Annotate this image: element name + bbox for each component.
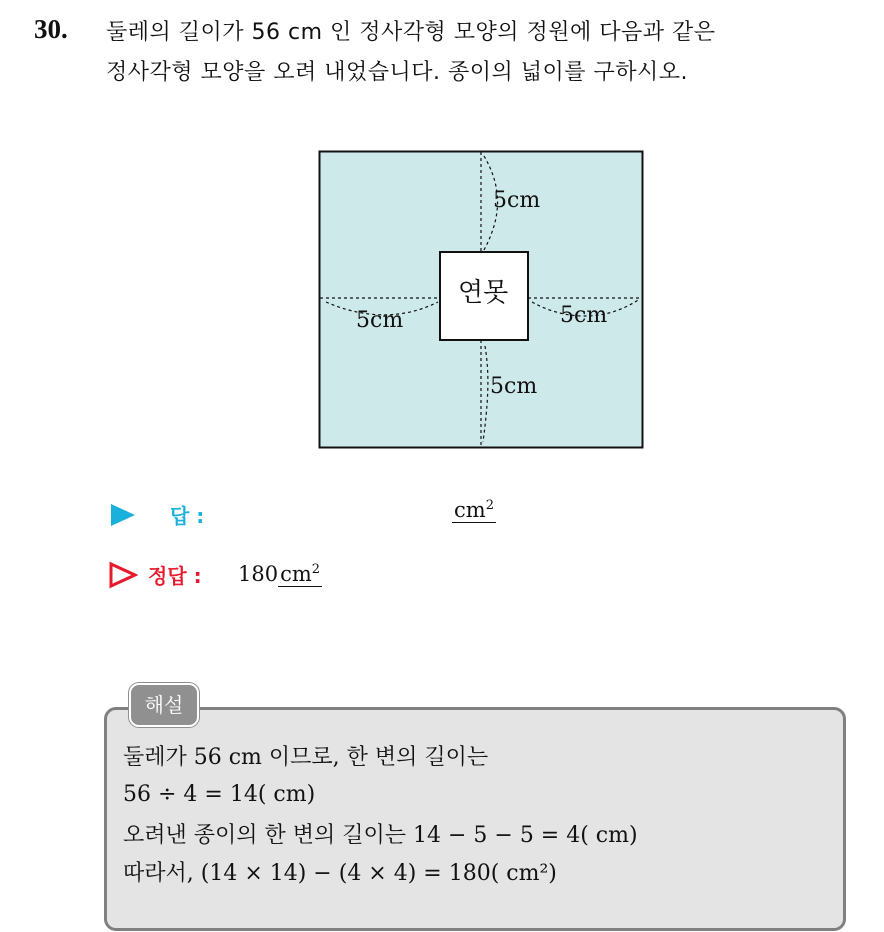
answer-blank[interactable]	[452, 498, 496, 522]
correct-unit	[278, 562, 322, 587]
left-length-label: 5cm	[356, 308, 404, 333]
answer-label: 답 :	[170, 504, 205, 528]
top-length-label: 5cm	[493, 188, 541, 213]
question-number: 30.	[34, 14, 68, 44]
answer-arrow-icon	[108, 501, 138, 529]
answer-unit	[452, 498, 496, 523]
explanation-line-3: 오려낸 종이의 한 변의 길이는 14 − 5 − 5 = 4( cm)	[123, 823, 638, 848]
answer-row	[108, 498, 808, 532]
question-text-line-1: 둘레의 길이가 56 cm 인 정사각형 모양의 정원에 다음과 같은	[106, 20, 716, 45]
correct-answer-label: 정답 :	[148, 564, 202, 588]
answer-unit-text: cm	[454, 498, 486, 522]
explanation-line-1: 둘레가 56 cm 이므로, 한 변의 길이는	[123, 745, 489, 770]
correct-value-number: 180	[238, 562, 279, 586]
bottom-length-label: 5cm	[490, 374, 538, 399]
right-length-label: 5cm	[560, 303, 608, 328]
correct-answer-value	[238, 562, 322, 586]
explanation-line-4: 따라서, (14 × 14) − (4 × 4) = 180( cm²)	[123, 861, 557, 886]
explanation-box	[104, 707, 846, 931]
explanation-line-2: 56 ÷ 4 = 14( cm)	[123, 782, 316, 807]
question-text-line-2: 정사각형 모양을 오려 내었습니다. 종이의 넓이를 구하시오.	[106, 60, 688, 85]
answer-unit-exp: 2	[485, 498, 494, 513]
correct-answer-row	[108, 558, 808, 592]
correct-unit-text: cm	[280, 562, 312, 586]
garden-figure	[318, 150, 644, 450]
explanation-tag: 해설	[129, 683, 199, 727]
pond-label: 연못	[458, 278, 509, 308]
correct-unit-exp: 2	[311, 562, 321, 577]
correct-arrow-icon	[108, 561, 138, 589]
